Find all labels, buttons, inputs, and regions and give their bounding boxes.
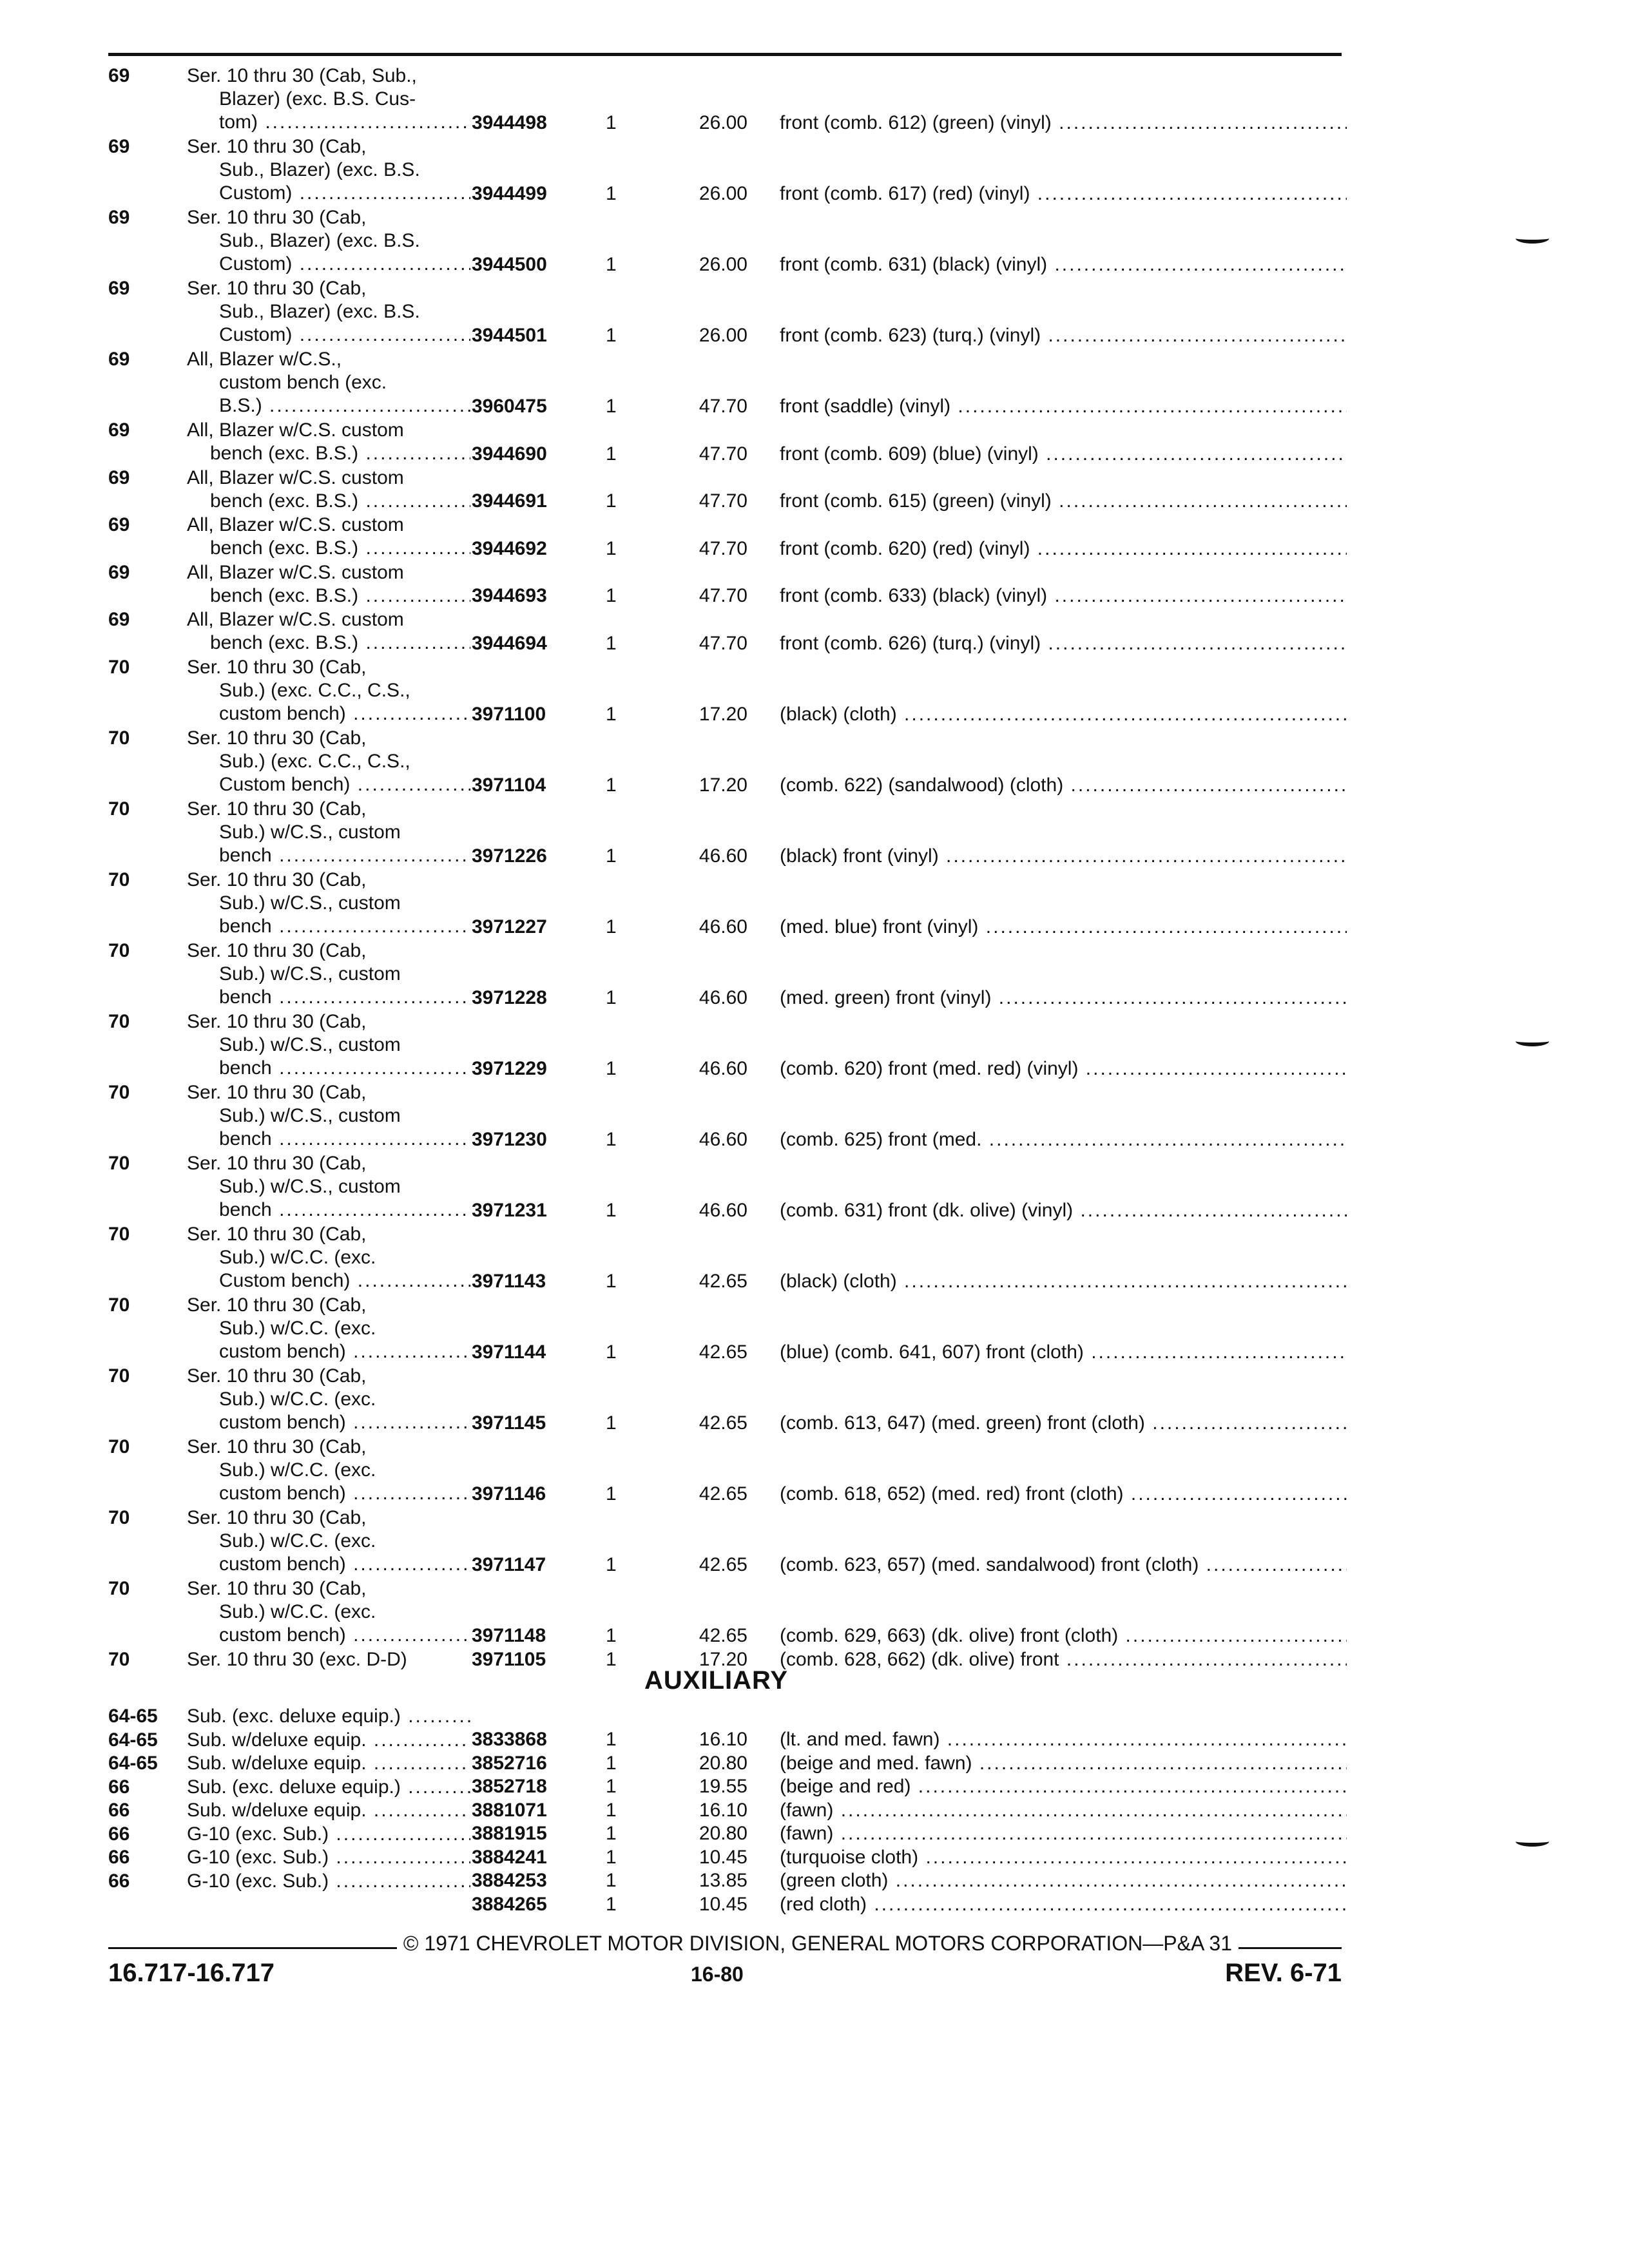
model-line: Sub.) w/C.S., custom [219,963,401,985]
model-line: custom bench) ..... [187,1411,470,1434]
model-description [187,1010,470,1080]
model-year: 66 [108,1800,130,1821]
model-year: 69 [108,466,130,488]
part-description: (blue) (comb. 641, 607) front (cloth) ..... [780,1341,1347,1364]
price: 42.65 [699,1483,747,1504]
price: 13.85 [699,1870,747,1891]
model-year: 70 [108,656,130,678]
part-number: 3971227 [472,916,547,937]
price: 26.00 [699,112,747,133]
model-line: Ser. 10 thru 30 (Cab, [187,798,367,820]
model-year: 70 [108,798,130,820]
footer-rule-left [108,1947,397,1949]
model-description: G-10 (exc. Sub.) ..... [187,1823,470,1846]
model-line: bench (exc. B.S.) ..... [187,442,470,465]
part-description: (fawn) ..... [780,1822,1347,1845]
price: 10.45 [699,1846,747,1868]
part-number: 3944499 [472,183,547,204]
part-description: front (comb. 609) (blue) (vinyl) ..... [780,443,1347,466]
model-description [187,1436,470,1505]
model-line: Ser. 10 thru 30 (Cab, [187,1506,367,1528]
model-line: All, Blazer w/C.S. custom [187,561,404,583]
model-year: 70 [108,1436,130,1457]
part-description: (med. blue) front (vinyl) ..... [780,916,1347,939]
model-year: 66 [108,1847,130,1868]
model-line: custom bench (exc. [219,372,387,393]
footer-revision: REV. 6-71 [1225,1959,1342,1987]
model-description [187,561,470,608]
model-description [187,466,470,513]
part-number: 3971146 [472,1483,546,1504]
part-description: (comb. 613, 647) (med. green) front (cloth) ..... [780,1412,1347,1435]
part-number: 3971144 [472,1341,546,1363]
part-number: 3852716 [472,1752,547,1774]
price: 47.70 [699,396,747,417]
quantity: 1 [606,1483,617,1504]
model-line: bench ..... [187,1128,470,1151]
model-line: All, Blazer w/C.S. custom [187,609,404,630]
quantity: 1 [606,183,617,204]
model-line: tom) ..... [187,111,470,134]
price: 47.70 [699,585,747,606]
quantity: 1 [606,1553,617,1575]
model-description [187,1081,470,1151]
model-line: Sub.) w/C.C. (exc. [219,1246,376,1268]
footer-rule-right [1239,1947,1342,1949]
model-description: G-10 (exc. Sub.) ..... [187,1846,470,1869]
model-line: Custom) ..... [187,323,470,347]
part-description: (comb. 618, 652) (med. red) front (cloth) ..... [780,1483,1347,1506]
model-description: Sub. (exc. deluxe equip.) ..... [187,1705,470,1728]
quantity: 1 [606,1870,617,1891]
model-line: Sub.) w/C.S., custom [219,1033,401,1055]
scan-mark [1516,233,1549,244]
model-year: 70 [108,727,130,749]
model-line: Sub.) (exc. C.C., C.S., [219,679,410,701]
part-number: 3944691 [472,490,547,512]
model-line: Sub.) w/C.C. (exc. [219,1459,376,1481]
model-line: Custom) ..... [187,253,470,276]
part-number: 3944690 [472,443,547,465]
model-line: bench ..... [187,986,470,1009]
model-description [187,727,470,796]
quantity: 1 [606,254,617,275]
model-line: Ser. 10 thru 30 (Cab, [187,939,367,961]
model-line: B.S.) ..... [187,394,470,418]
part-description: (comb. 620) front (med. red) (vinyl) ..... [780,1057,1347,1081]
price: 26.00 [699,183,747,204]
part-number: 3971148 [472,1624,546,1646]
model-description: Sub. w/deluxe equip. ..... [187,1799,470,1822]
model-description [187,135,470,205]
model-line: custom bench) ..... [187,1482,470,1505]
price: 46.60 [699,1199,747,1221]
price: 46.60 [699,1057,747,1079]
model-line: Sub.) w/C.S., custom [219,892,401,914]
model-line: Ser. 10 thru 30 (Cab, [187,656,367,678]
part-number: 3884241 [472,1846,547,1868]
model-line: Ser. 10 thru 30 (Cab, [187,1081,367,1103]
model-line: Sub.) (exc. C.C., C.S., [219,750,410,772]
price: 26.00 [699,254,747,275]
footer-section-number: 16.717-16.717 [108,1959,275,1987]
quantity: 1 [606,1412,617,1434]
model-line: Ser. 10 thru 30 (Cab, [187,869,367,890]
model-line: Sub.) w/C.C. (exc. [219,1388,376,1410]
part-number: 3881915 [472,1823,547,1844]
scan-mark [1516,1836,1549,1847]
price: 42.65 [699,1553,747,1575]
quantity: 1 [606,490,617,512]
model-line: Custom bench) ..... [187,773,470,796]
quantity: 1 [606,396,617,417]
model-description [187,1506,470,1576]
model-line: Ser. 10 thru 30 (exc. D-D) [187,1648,407,1670]
model-line: Custom) ..... [187,182,470,205]
model-year: 69 [108,207,130,228]
price: 17.20 [699,1648,747,1670]
model-line: Ser. 10 thru 30 (Cab, [187,136,367,157]
part-description: (comb. 631) front (dk. olive) (vinyl) ..... [780,1199,1347,1222]
part-description: front (comb. 617) (red) (vinyl) ..... [780,182,1347,206]
price: 46.60 [699,986,747,1008]
model-line: Sub., Blazer) (exc. B.S. [219,230,420,251]
model-year: 66 [108,1776,130,1798]
model-year: 70 [108,1010,130,1032]
price: 17.20 [699,774,747,796]
quantity: 1 [606,1648,617,1670]
part-description: (black) (cloth) ..... [780,1270,1347,1293]
model-description [187,869,470,938]
model-line: Ser. 10 thru 30 (Cab, [187,1365,367,1387]
part-number: 3944501 [472,325,547,346]
model-year: 70 [108,869,130,890]
quantity: 1 [606,1270,617,1292]
part-description: front (comb. 623) (turq.) (vinyl) ..... [780,324,1347,347]
model-description [187,798,470,867]
model-year: 69 [108,561,130,583]
price: 42.65 [699,1624,747,1646]
part-description: front (comb. 620) (red) (vinyl) ..... [780,537,1347,561]
model-description [187,206,470,276]
model-line: bench ..... [187,1198,470,1222]
model-description [187,1365,470,1434]
model-description [187,64,470,134]
price: 46.60 [699,845,747,867]
model-description: Sub. (exc. deluxe equip.) ..... [187,1776,470,1799]
model-line: bench (exc. B.S.) ..... [187,584,470,608]
model-line: Sub.) w/C.C. (exc. [219,1530,376,1552]
part-number: 3884265 [472,1893,547,1915]
model-line: custom bench) ..... [187,1340,470,1363]
part-description: (fawn) ..... [780,1799,1347,1822]
quantity: 1 [606,1341,617,1363]
model-line: Sub.) w/C.S., custom [219,1104,401,1126]
part-number: 3944694 [472,632,547,654]
part-description: (med. green) front (vinyl) ..... [780,986,1347,1010]
part-number: 3971226 [472,845,547,867]
quantity: 1 [606,1057,617,1079]
model-year: 70 [108,1223,130,1245]
model-line: All, Blazer w/C.S. custom [187,514,404,535]
model-year: 70 [108,1365,130,1387]
section-title-auxiliary: AUXILIARY [644,1666,789,1695]
quantity: 1 [606,774,617,796]
model-description [187,656,470,726]
quantity: 1 [606,1799,617,1821]
part-description: (comb. 629, 663) (dk. olive) front (cloth) ..... [780,1624,1347,1648]
price: 47.70 [699,632,747,654]
model-line: Ser. 10 thru 30 (Cab, [187,1010,367,1032]
quantity: 1 [606,1624,617,1646]
quantity: 1 [606,112,617,133]
model-description [187,608,470,655]
price: 42.65 [699,1270,747,1292]
part-number: 3971230 [472,1128,547,1150]
model-line: Ser. 10 thru 30 (Cab, Sub., [187,65,417,86]
part-number: 3833868 [472,1729,547,1750]
price: 46.60 [699,1128,747,1150]
model-line: bench (exc. B.S.) ..... [187,537,470,560]
quantity: 1 [606,1752,617,1774]
model-line: Sub., Blazer) (exc. B.S. [219,159,420,180]
price: 10.45 [699,1893,747,1915]
model-year: 69 [108,65,130,86]
model-year: 69 [108,349,130,370]
part-description: (red cloth) ..... [780,1893,1347,1916]
model-line: Sub.) w/C.S., custom [219,1175,401,1197]
part-description: (lt. and med. fawn) ..... [780,1728,1347,1751]
scan-mark [1516,1036,1549,1046]
part-number: 3944693 [472,585,547,606]
quantity: 1 [606,1128,617,1150]
model-year: 66 [108,1870,130,1892]
part-number: 3971104 [472,774,546,796]
model-year: 69 [108,514,130,535]
model-line: Ser. 10 thru 30 (Cab, [187,278,367,299]
price: 16.10 [699,1729,747,1750]
model-description: Sub. w/deluxe equip. ..... [187,1729,470,1752]
model-year: 69 [108,419,130,441]
model-year: 70 [108,1081,130,1103]
model-line: Ser. 10 thru 30 (Cab, [187,1223,367,1245]
quantity: 1 [606,1776,617,1797]
model-line: Custom bench) ..... [187,1269,470,1293]
model-year: 70 [108,1152,130,1174]
part-number: 3971145 [472,1412,546,1434]
part-number: 3971147 [472,1553,546,1575]
model-year: 70 [108,1648,130,1670]
part-number: 3971100 [472,703,546,725]
quantity: 1 [606,537,617,559]
model-description [187,348,470,418]
top-rule [108,53,1342,56]
part-number: 3960475 [472,396,547,417]
model-description: G-10 (exc. Sub.) ..... [187,1870,470,1893]
model-line: custom bench) ..... [187,1624,470,1647]
quantity: 1 [606,1846,617,1868]
model-year: 64-65 [108,1706,158,1727]
price: 20.80 [699,1823,747,1844]
quantity: 1 [606,703,617,725]
part-description: (comb. 622) (sandalwood) (cloth) ..... [780,774,1347,797]
part-description: front (comb. 626) (turq.) (vinyl) ..... [780,632,1347,655]
model-year: 69 [108,136,130,157]
model-description [187,1577,470,1647]
footer-copyright-line [108,1932,1342,1956]
model-year: 64-65 [108,1753,158,1774]
part-description: (turquoise cloth) ..... [780,1846,1347,1869]
price: 26.00 [699,325,747,346]
model-line: custom bench) ..... [187,1553,470,1576]
part-description: front (comb. 612) (green) (vinyl) ..... [780,111,1347,135]
model-description [187,1648,470,1671]
model-line: Blazer) (exc. B.S. Cus- [219,88,416,110]
part-description: front (comb. 631) (black) (vinyl) ..... [780,253,1347,276]
model-description [187,939,470,1009]
part-description: front (comb. 615) (green) (vinyl) ..... [780,490,1347,513]
price: 20.80 [699,1752,747,1774]
part-description: (beige and red) ..... [780,1775,1347,1798]
part-number: 3971228 [472,986,547,1008]
model-line: bench ..... [187,915,470,938]
part-description: front (saddle) (vinyl) ..... [780,395,1347,418]
model-description [187,277,470,347]
model-line: bench ..... [187,844,470,867]
part-description: (comb. 628, 662) (dk. olive) front ..... [780,1648,1347,1671]
model-description [187,1223,470,1293]
table-row [0,1729,1629,1774]
footer-copyright: © 1971 CHEVROLET MOTOR DIVISION, GENERAL MOTORS CORPORATION—P&A 31 [403,1932,1232,1955]
price: 42.65 [699,1341,747,1363]
model-line: custom bench) ..... [187,702,470,726]
price: 47.70 [699,537,747,559]
model-year: 64-65 [108,1729,158,1751]
part-number: 3944498 [472,112,547,133]
model-year: 66 [108,1823,130,1845]
price: 47.70 [699,443,747,465]
quantity: 1 [606,986,617,1008]
model-description [187,1294,470,1363]
model-line: Sub.) w/C.C. (exc. [219,1600,376,1622]
part-number: 3971231 [472,1199,547,1221]
model-line: All, Blazer w/C.S., [187,349,342,370]
model-year: 70 [108,939,130,961]
part-number: 3971105 [472,1648,546,1670]
part-number: 3971229 [472,1057,547,1079]
part-number: 3944692 [472,537,547,559]
part-number: 3881071 [472,1799,547,1821]
quantity: 1 [606,585,617,606]
quantity: 1 [606,1823,617,1844]
part-description: (green cloth) ..... [780,1869,1347,1892]
model-line: Sub.) w/C.C. (exc. [219,1317,376,1339]
model-year: 69 [108,609,130,630]
price: 47.70 [699,490,747,512]
part-number: 3884253 [472,1870,547,1891]
table-row [0,1823,1629,1868]
quantity: 1 [606,845,617,867]
quantity: 1 [606,632,617,654]
table-row [0,1870,1629,1915]
quantity: 1 [606,325,617,346]
model-line: Ser. 10 thru 30 (Cab, [187,1577,367,1599]
footer-page-number: 16-80 [691,1963,744,1986]
model-year: 70 [108,1506,130,1528]
part-number: 3971143 [472,1270,546,1292]
model-year: 69 [108,278,130,299]
model-line: bench (exc. B.S.) ..... [187,631,470,655]
part-number: 3944500 [472,254,547,275]
model-line: Ser. 10 thru 30 (Cab, [187,727,367,749]
quantity: 1 [606,443,617,465]
model-line: Ser. 10 thru 30 (Cab, [187,1294,367,1316]
price: 17.20 [699,703,747,725]
model-description: Sub. w/deluxe equip. ..... [187,1752,470,1775]
quantity: 1 [606,1729,617,1750]
price: 42.65 [699,1412,747,1434]
model-description [187,1152,470,1222]
model-line: All, Blazer w/C.S. custom [187,466,404,488]
price: 19.55 [699,1776,747,1797]
part-description: (black) (cloth) ..... [780,703,1347,726]
model-year: 70 [108,1577,130,1599]
model-line: Ser. 10 thru 30 (Cab, [187,207,367,228]
model-description [187,419,470,465]
model-description [187,514,470,560]
model-line: bench (exc. B.S.) ..... [187,490,470,513]
part-description: (beige and med. fawn) ..... [780,1752,1347,1775]
part-description: (comb. 625) front (med. ..... [780,1128,1347,1151]
model-line: All, Blazer w/C.S. custom [187,419,404,441]
model-line: Sub., Blazer) (exc. B.S. [219,301,420,322]
model-line: Ser. 10 thru 30 (Cab, [187,1436,367,1457]
part-description: (black) front (vinyl) ..... [780,845,1347,868]
table-row [0,1846,1629,1891]
model-line: Sub.) w/C.S., custom [219,821,401,843]
quantity: 1 [606,1199,617,1221]
price: 16.10 [699,1799,747,1821]
price: 46.60 [699,916,747,937]
model-line: Ser. 10 thru 30 (Cab, [187,1152,367,1174]
part-description: front (comb. 633) (black) (vinyl) ..... [780,584,1347,608]
quantity: 1 [606,1893,617,1915]
part-description: (comb. 623, 657) (med. sandalwood) front (cloth) ..... [780,1553,1347,1577]
quantity: 1 [606,916,617,937]
model-year: 70 [108,1294,130,1316]
part-number: 3852718 [472,1776,547,1797]
model-line: bench ..... [187,1057,470,1080]
